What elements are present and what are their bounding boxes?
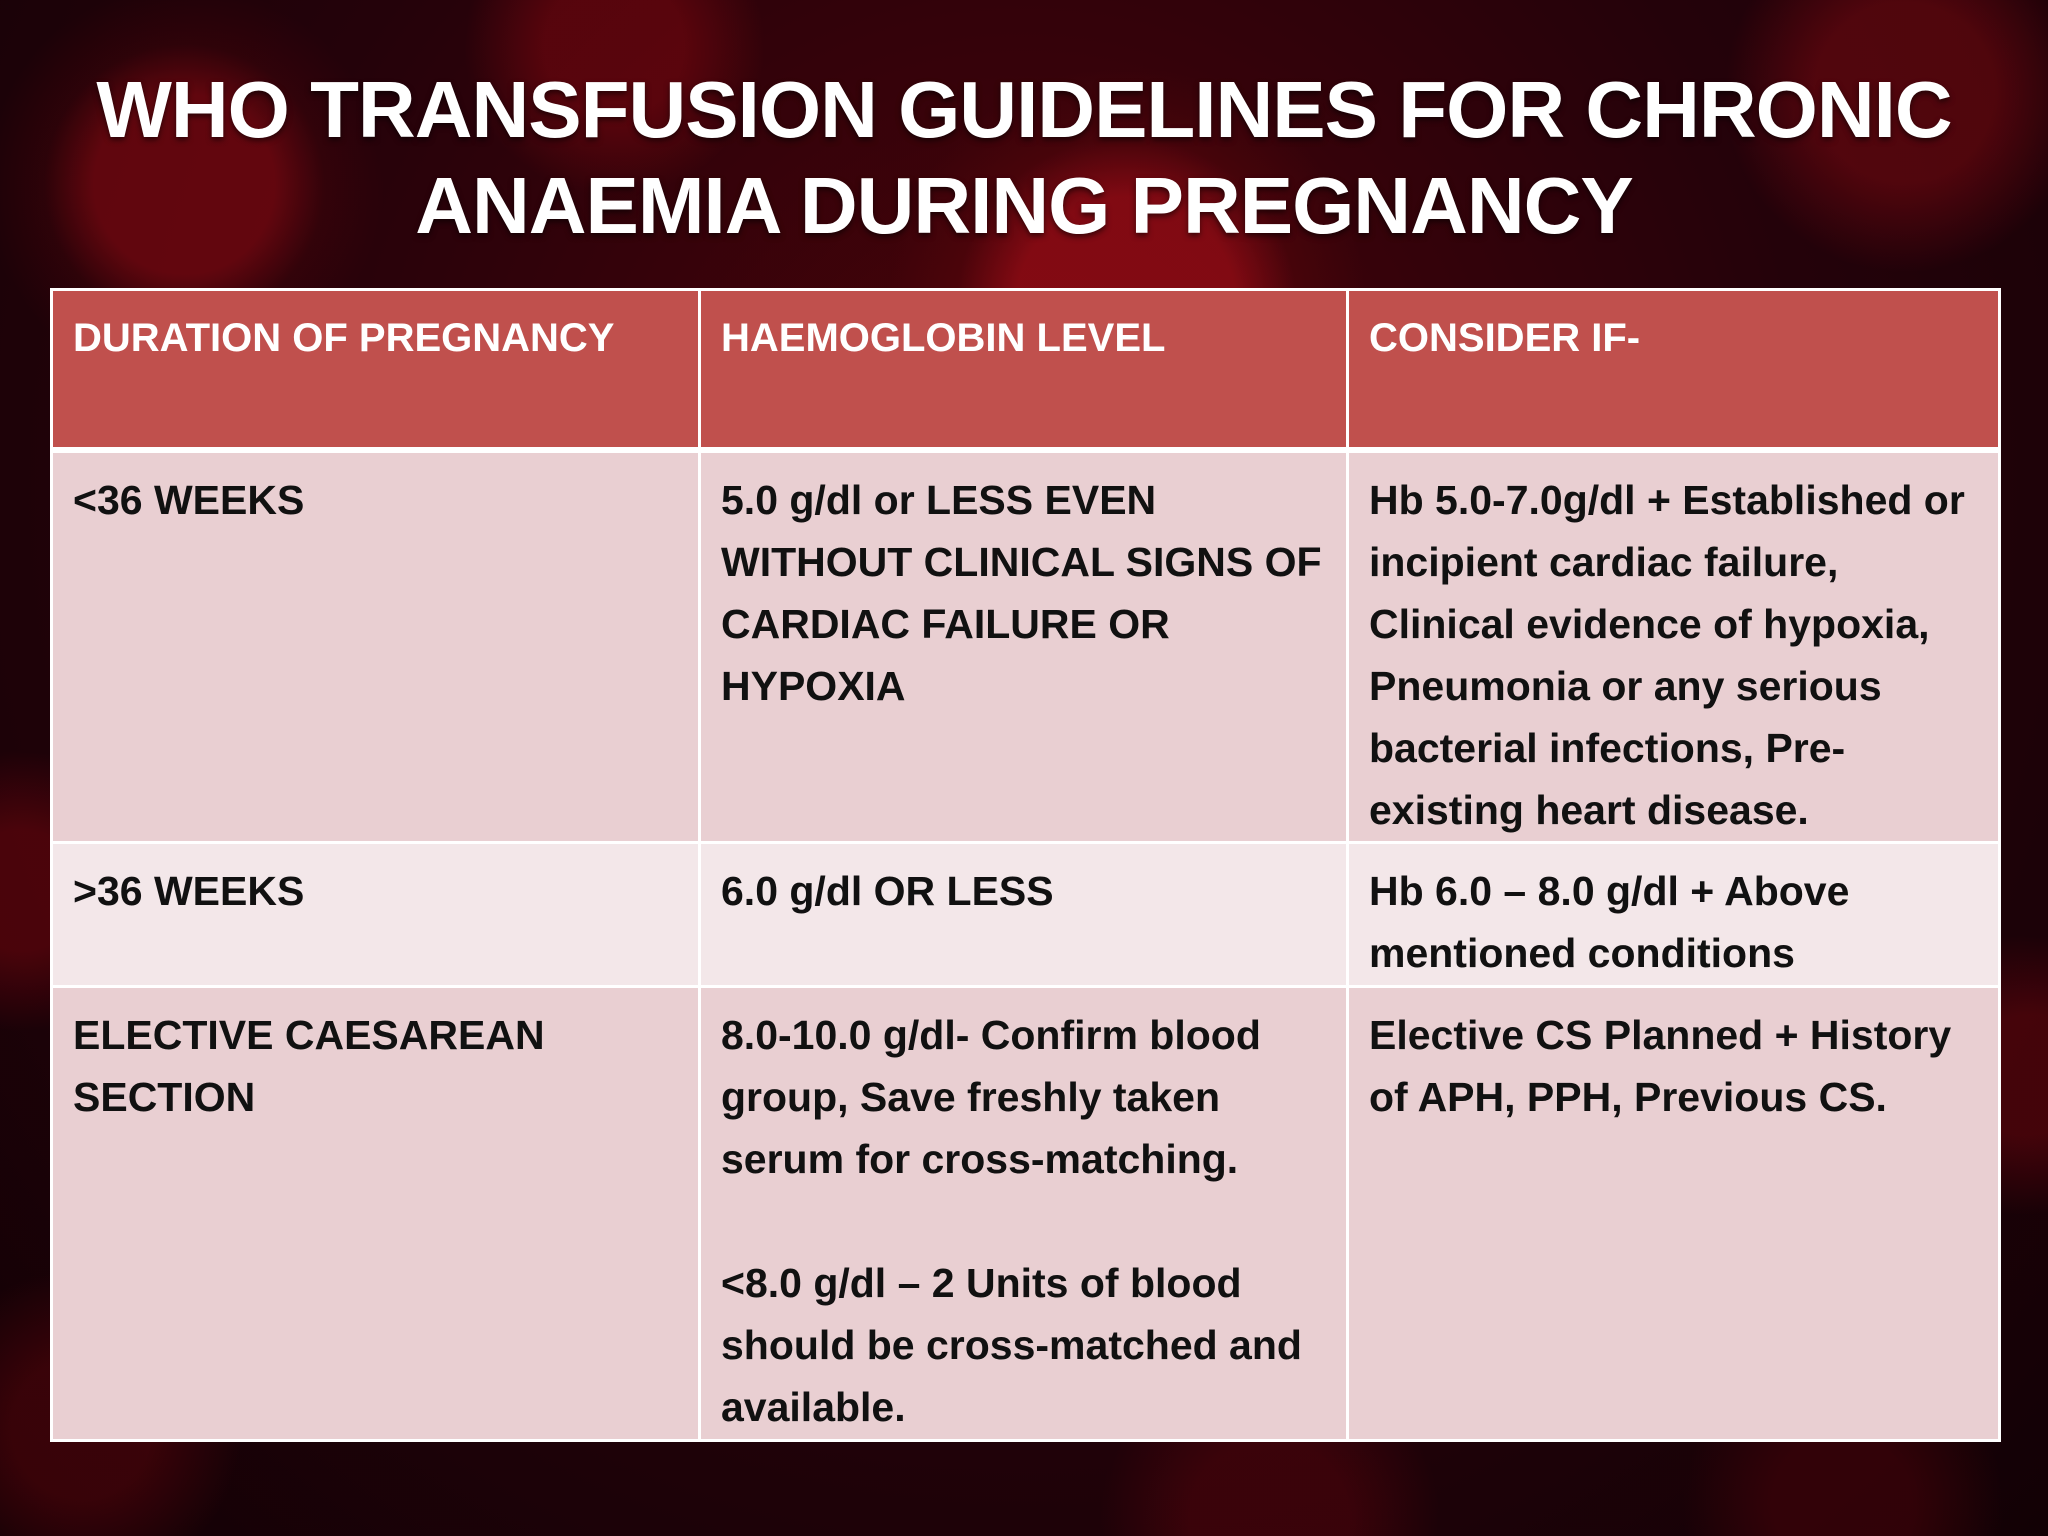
cell-duration: <36 WEEKS <box>52 450 700 843</box>
cell-consider: Elective CS Planned + History of APH, PPH, Previous CS. <box>1348 987 2000 1441</box>
cell-duration: ELECTIVE CAESAREAN SECTION <box>52 987 700 1441</box>
table-row <box>52 987 2000 1441</box>
slide-title-line-2: ANAEMIA DURING PREGNANCY <box>415 161 1633 250</box>
cell-consider: Hb 6.0 – 8.0 g/dl + Above mentioned conditions <box>1348 843 2000 987</box>
table-row <box>52 843 2000 987</box>
cell-haemoglobin: 6.0 g/dl OR LESS <box>700 843 1348 987</box>
cell-haemoglobin: 8.0-10.0 g/dl- Confirm blood group, Save freshly taken serum for cross-matching. <8.0 g/dl – 2 Units of blood should be cross-matched and available. <box>700 987 1348 1441</box>
table-row <box>52 450 2000 843</box>
cell-consider: Hb 5.0-7.0g/dl + Established or incipient cardiac failure, Clinical evidence of hypoxia, Pneumonia or any serious bacterial infections, Pre-existing heart disease. <box>1348 450 2000 843</box>
cell-haemoglobin: 5.0 g/dl or LESS EVEN WITHOUT CLINICAL SIGNS OF CARDIAC FAILURE OR HYPOXIA <box>700 450 1348 843</box>
slide-title <box>0 62 2048 254</box>
header-duration: DURATION OF PREGNANCY <box>52 290 700 451</box>
cell-duration: >36 WEEKS <box>52 843 700 987</box>
header-haemoglobin: HAEMOGLOBIN LEVEL <box>700 290 1348 451</box>
transfusion-guidelines-table <box>50 288 2001 1442</box>
slide-title-line-1: WHO TRANSFUSION GUIDELINES FOR CHRONIC <box>96 65 1952 154</box>
table-header-row <box>52 290 2000 451</box>
header-consider: CONSIDER IF- <box>1348 290 2000 451</box>
